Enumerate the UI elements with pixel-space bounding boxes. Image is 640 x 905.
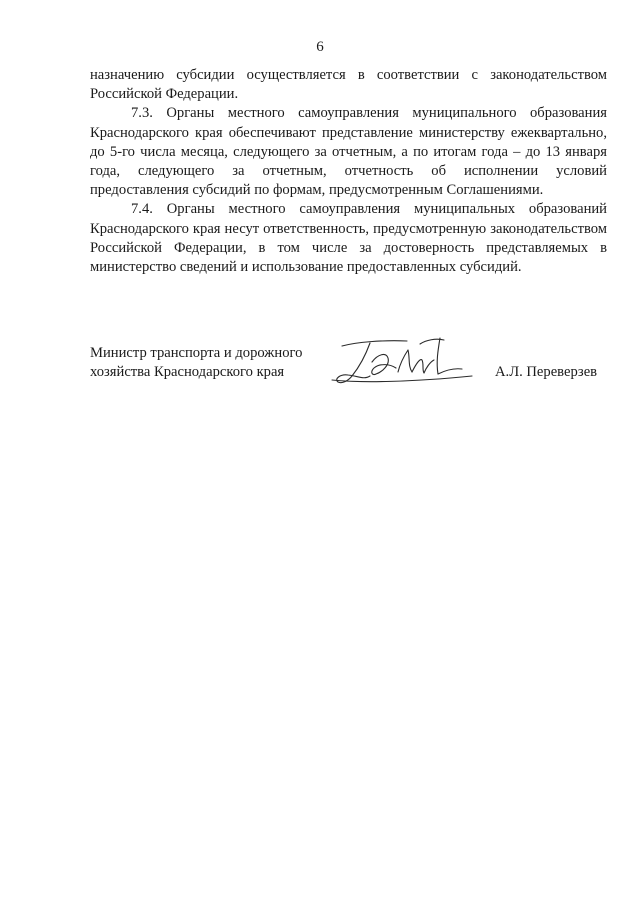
- signer-position-line-1: Министр транспорта и дорожного: [90, 345, 303, 361]
- handwritten-signature-icon: [312, 334, 492, 390]
- signature-block: [90, 344, 610, 394]
- signer-position: [90, 344, 330, 382]
- paragraph-continuation: назначению субсидии осуществляется в соответствии с законодательством Российской Федерации.: [90, 67, 607, 103]
- paragraph-7-3: 7.3. Органы местного самоуправления муниципального образования Краснодарского края обеспечивают представление министерству ежеквартально, до 5-го числа месяца, следующего за отчетным, а по итогам года – до 13 января года, следующего за отчетным, отчетность об исполнении условий предоставления субсидий по формам, предусмотренным Соглашениями.: [90, 105, 607, 199]
- signer-position-line-2: хозяйства Краснодарского края: [90, 364, 285, 380]
- paragraph-7-4: 7.4. Органы местного самоуправления муниципальных образований Краснодарского края несут ответственность, предусмотренную законодательством Российской Федерации, в том числе за достоверность представляемых в министерство сведений и использование предоставленных субсидий.: [90, 201, 607, 276]
- signer-name: А.Л. Переверзев: [495, 364, 598, 380]
- page-number: 6: [316, 39, 324, 55]
- body-text: [90, 66, 607, 277]
